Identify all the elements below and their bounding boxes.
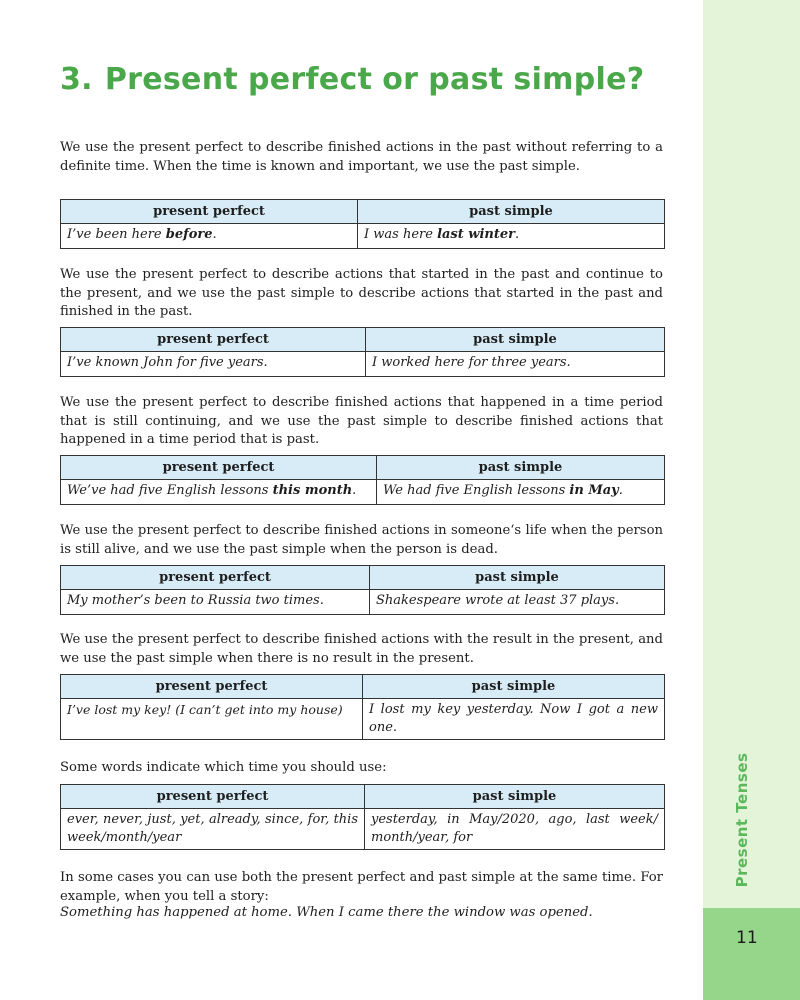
table-row <box>61 590 665 615</box>
comparison-table <box>60 455 665 505</box>
title-word: perfect <box>248 62 373 97</box>
example-past-simple: I worked here for three years. <box>366 352 665 377</box>
table-row <box>61 699 665 740</box>
signal-words-present-perfect: ever, never, just, yet, already, since, for, this week/month/year <box>61 809 365 850</box>
rule-paragraph: We use the present perfect to describe finished actions in someone‘s life when the person is still alive, and we use the past simple when the person is dead. <box>60 523 663 557</box>
closing-paragraph: In some cases you can use both the present perfect and past simple at the same time. For example, when you tell a story: <box>60 870 663 904</box>
header-present-perfect: present perfect <box>61 566 370 590</box>
table-header-row <box>61 785 665 809</box>
rule-paragraph: We use the present perfect to describe finished actions that happened in a time period that is still continuing, and we use the past simple to describe finished actions that happened in a time period that is past. <box>60 395 663 447</box>
chapter-label: Present Tenses <box>733 752 751 888</box>
comparison-table <box>60 565 665 615</box>
table-row <box>61 352 665 377</box>
table-row <box>61 480 665 505</box>
example-present-perfect: My mother’s been to Russia two times. <box>61 590 370 615</box>
page-title <box>60 62 644 97</box>
title-word: simple? <box>513 62 645 97</box>
table-header-row <box>61 200 665 224</box>
comparison-table <box>60 674 665 740</box>
example-past-simple: I lost my key yesterday. Now I got a new one. <box>363 699 665 740</box>
comparison-table <box>60 327 665 377</box>
rule-paragraph: We use the present perfect to describe finished actions with the result in the present, and we use the past simple when there is no result in the present. <box>60 632 663 666</box>
comparison-table <box>60 784 665 850</box>
example-past-simple: Shakespeare wrote at least 37 plays. <box>370 590 665 615</box>
signal-words-past-simple: yesterday, in May/2020, ago, last week/ month/year, for <box>365 809 665 850</box>
rule-paragraph: Some words indicate which time you should use: <box>60 760 387 775</box>
header-past-simple: past simple <box>363 675 665 699</box>
header-past-simple: past simple <box>358 200 665 224</box>
example-present-perfect: I’ve known John for five years. <box>61 352 366 377</box>
header-present-perfect: present perfect <box>61 200 358 224</box>
header-present-perfect: present perfect <box>61 456 377 480</box>
title-word: Present <box>104 62 239 97</box>
header-present-perfect: present perfect <box>61 675 363 699</box>
table-header-row <box>61 675 665 699</box>
header-present-perfect: present perfect <box>61 328 366 352</box>
table-header-row <box>61 456 665 480</box>
table-row <box>61 809 665 850</box>
example-present-perfect: We’ve had five English lessons this month. <box>61 480 377 505</box>
page-number-box <box>703 908 800 1000</box>
table-row <box>61 224 665 249</box>
title-number: 3. <box>60 62 93 97</box>
story-example: Something has happened at home. When I came there the window was opened. <box>60 905 593 920</box>
header-past-simple: past simple <box>370 566 665 590</box>
example-past-simple: We had five English lessons in May. <box>377 480 665 505</box>
table-header-row <box>61 566 665 590</box>
side-panel <box>703 0 800 1000</box>
title-word: past <box>428 62 504 97</box>
table-header-row <box>61 328 665 352</box>
rule-paragraph: We use the present perfect to describe actions that started in the past and continue to the present, and we use the past simple to describe actions that started in the past and finished in the past. <box>60 267 663 319</box>
example-present-perfect: I’ve been here before. <box>61 224 358 249</box>
page-number: 11 <box>736 928 758 948</box>
rule-paragraph: We use the present perfect to describe finished actions in the past without referring to a definite time. When the time is known and important, we use the past simple. <box>60 140 663 174</box>
header-past-simple: past simple <box>365 785 665 809</box>
header-past-simple: past simple <box>377 456 665 480</box>
example-past-simple: I was here last winter. <box>358 224 665 249</box>
header-past-simple: past simple <box>366 328 665 352</box>
title-word: or <box>382 62 419 97</box>
comparison-table <box>60 199 665 249</box>
example-present-perfect: I’ve lost my key! (I can’t get into my house) <box>61 699 363 740</box>
header-present-perfect: present perfect <box>61 785 365 809</box>
